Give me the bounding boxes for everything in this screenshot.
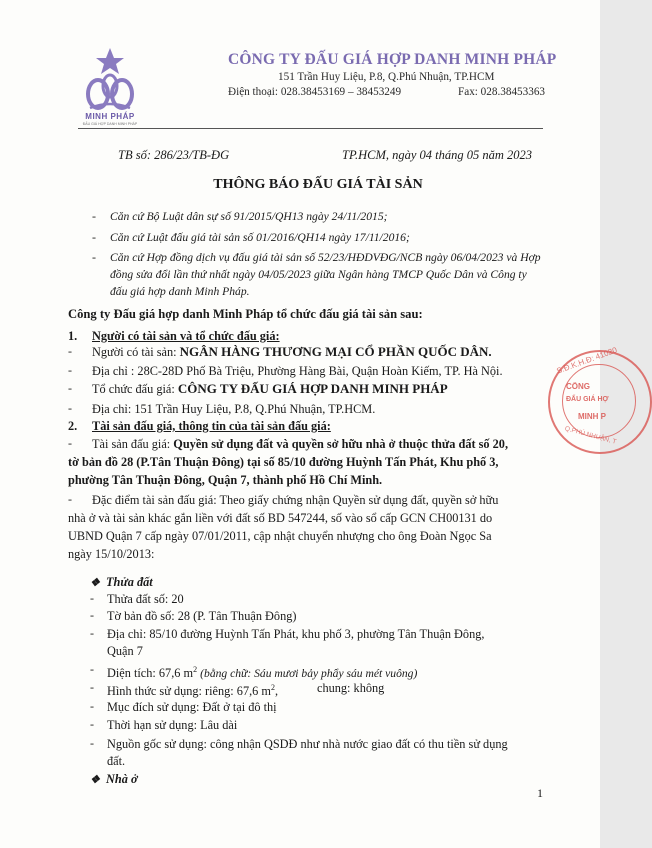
org-value: CÔNG TY ĐẤU GIÁ HỢP DANH MINH PHÁP — [177, 381, 448, 396]
land-heading: Thửa đất — [106, 575, 153, 589]
company-fax: Fax: 028.38453363 — [458, 86, 546, 98]
legal-basis-3-cont2: đấu giá hợp danh Minh Pháp. — [110, 285, 250, 298]
bullet-dash: - — [68, 363, 72, 377]
bullet-dash: - — [90, 608, 94, 622]
house-heading: Nhà ở — [106, 772, 138, 786]
company-name: CÔNG TY ĐẤU GIÁ HỢP DANH MINH PHÁP — [228, 51, 557, 68]
bullet-dash: - — [90, 591, 94, 605]
desc-line-4: ngày 15/10/2013: — [68, 547, 155, 561]
legal-basis-2: Căn cứ Luật đấu giá tài sản số 01/2016/QH14 ngày 17/11/2016; — [110, 231, 410, 244]
diamond-bullet-icon: ❖ — [90, 577, 100, 589]
legal-basis-3: Căn cứ Hợp đồng dịch vụ đấu giá tài sản số 52/23/HĐDVĐG/NCB ngày 06/04/2023 và Hợp — [110, 251, 541, 264]
seal-text-3: ĐẤU GIÁ HỢ — [566, 396, 609, 403]
company-address: 151 Trần Huy Liệu, P.8, Q.Phú Nhuận, TP.HCM — [278, 71, 495, 83]
diamond-bullet-icon: ❖ — [90, 774, 100, 786]
bullet-dash: - — [68, 436, 72, 450]
section2-number: 2. — [68, 419, 78, 433]
seal-text-4: MINH P — [578, 412, 606, 421]
bullet-dash: - — [68, 401, 72, 415]
legal-basis-1: Căn cứ Bộ Luật dân sự số 91/2015/QH13 ngày 24/11/2015; — [110, 210, 388, 223]
bullet-dash: - — [92, 209, 96, 223]
section1-number: 1. — [68, 329, 78, 343]
asset-label: Tài sản đấu giá: — [92, 437, 174, 451]
area-label: Diện tích: 67,6 m — [107, 666, 194, 681]
section1-heading: Người có tài sản và tổ chức đấu giá: — [92, 329, 280, 343]
company-phone: Điện thoại: 028.38453169 – 38453249 — [228, 86, 402, 98]
owner-line — [92, 344, 492, 360]
bullet-dash: - — [90, 736, 94, 750]
asset-value-3: phường Tân Thuận Đông, Quận 7, thành phố Hồ Chí Minh. — [68, 473, 383, 487]
legal-basis-3-cont: đồng sửa đổi lần thứ nhất ngày 04/05/2023 giữa Ngân hàng TMCP Quốc Dân và Công ty — [110, 268, 527, 281]
org-address: Địa chỉ: 151 Trần Huy Liệu, P.8, Q.Phú Nhuận, TP.HCM. — [92, 402, 376, 416]
bullet-dash: - — [92, 230, 96, 244]
area-sup: 2 — [193, 665, 198, 674]
seal-text-1: S.Đ.K.H.Đ: 41020 — [555, 345, 619, 376]
intro-text: Công ty Đấu giá hợp danh Minh Pháp tổ chức đấu giá tài sản sau: — [68, 307, 423, 321]
logo-subtext: ĐẤU GIÁ HỢP DANH MINH PHÁP — [82, 122, 138, 126]
usage-sup: 2 — [270, 683, 275, 692]
area-words: (bằng chữ: Sáu mươi bảy phẩy sáu mét vuông) — [200, 667, 418, 681]
seal-text-2: CÔNG — [566, 382, 590, 391]
house-heading-line — [90, 771, 138, 788]
logo-text: MINH PHÁP — [85, 112, 135, 121]
land-origin: Nguồn gốc sử dụng: công nhận QSDĐ như nhà nước giao đất có thu tiền sử dụng — [107, 737, 508, 751]
desc-line-1: Đặc điểm tài sản đấu giá: Theo giấy chứng nhận Quyền sử dụng đất, quyền sở hữu — [92, 493, 499, 507]
bullet-dash: - — [90, 662, 94, 676]
bullet-dash: - — [90, 680, 94, 694]
document-title: THÔNG BÁO ĐẤU GIÁ TÀI SẢN — [213, 177, 423, 192]
land-address-cont: Quận 7 — [107, 644, 143, 658]
bullet-dash: - — [68, 492, 72, 506]
land-purpose: Mục đích sử dụng: Đất ở tại đô thị — [107, 700, 277, 714]
asset-value-1: Quyền sử dụng đất và quyền sở hữu nhà ở thuộc thửa đất số 20, — [173, 437, 509, 451]
desc-line-3: UBND Quận 7 cấp ngày 07/01/2011, cập nhật chuyển nhượng cho ông Đoàn Ngọc Sa — [68, 529, 492, 543]
bullet-dash: - — [90, 699, 94, 713]
document-number: TB số: 286/23/TB-ĐG — [118, 148, 230, 162]
owner-address: Địa chỉ : 28C-28D Phố Bà Triệu, Phường Hàng Bài, Quận Hoàn Kiếm, TP. Hà Nội. — [92, 364, 503, 378]
company-logo-icon — [80, 42, 140, 122]
land-address: Địa chỉ: 85/10 đường Huỳnh Tấn Phát, khu phố 3, phường Tân Thuận Đông, — [107, 627, 485, 641]
usage-label: Hình thức sử dụng: riêng: 67,6 m — [107, 684, 271, 699]
asset-value-2: tờ bản đồ 28 (P.Tân Thuận Đông) tại số 85/10 đường Huỳnh Tấn Phát, Khu phố 3, — [68, 455, 499, 469]
land-term: Thời hạn sử dụng: Lâu dài — [107, 718, 238, 732]
owner-label: Người có tài sản: — [92, 345, 180, 359]
org-label: Tổ chức đấu giá: — [92, 382, 178, 396]
land-usage: Hình thức sử dụng: riêng: 67,6 $m^2$, — [107, 683, 279, 699]
bullet-dash: - — [90, 717, 94, 731]
land-heading-line — [90, 574, 153, 591]
land-map: Tờ bản đồ số: 28 (P. Tân Thuận Đông) — [107, 609, 297, 623]
header-divider — [78, 128, 543, 129]
usage-common: chung: không — [317, 681, 385, 695]
section2-heading: Tài sản đấu giá, thông tin của tài sản đấu giá: — [92, 419, 331, 433]
bullet-dash: - — [90, 626, 94, 640]
seal-text-5: Q.PHÚ NHUẬN, T — [563, 425, 617, 446]
desc-line-2: nhà ở và tài sản khác gắn liền với đất số BD 547244, số vào sổ cấp GCN CH00131 do — [68, 511, 493, 525]
owner-value: NGÂN HÀNG THƯƠNG MẠI CỔ PHẦN QUỐC DÂN. — [179, 344, 492, 359]
org-line — [92, 381, 448, 397]
bullet-dash: - — [68, 381, 72, 395]
bullet-dash: - — [92, 250, 96, 264]
land-plot: Thửa đất số: 20 — [107, 592, 184, 606]
bullet-dash: - — [68, 344, 72, 358]
land-origin-cont: đất. — [107, 754, 126, 768]
asset-line-1 — [92, 436, 508, 452]
page-number: 1 — [537, 786, 543, 800]
document-date: TP.HCM, ngày 04 tháng 05 năm 2023 — [342, 148, 533, 162]
